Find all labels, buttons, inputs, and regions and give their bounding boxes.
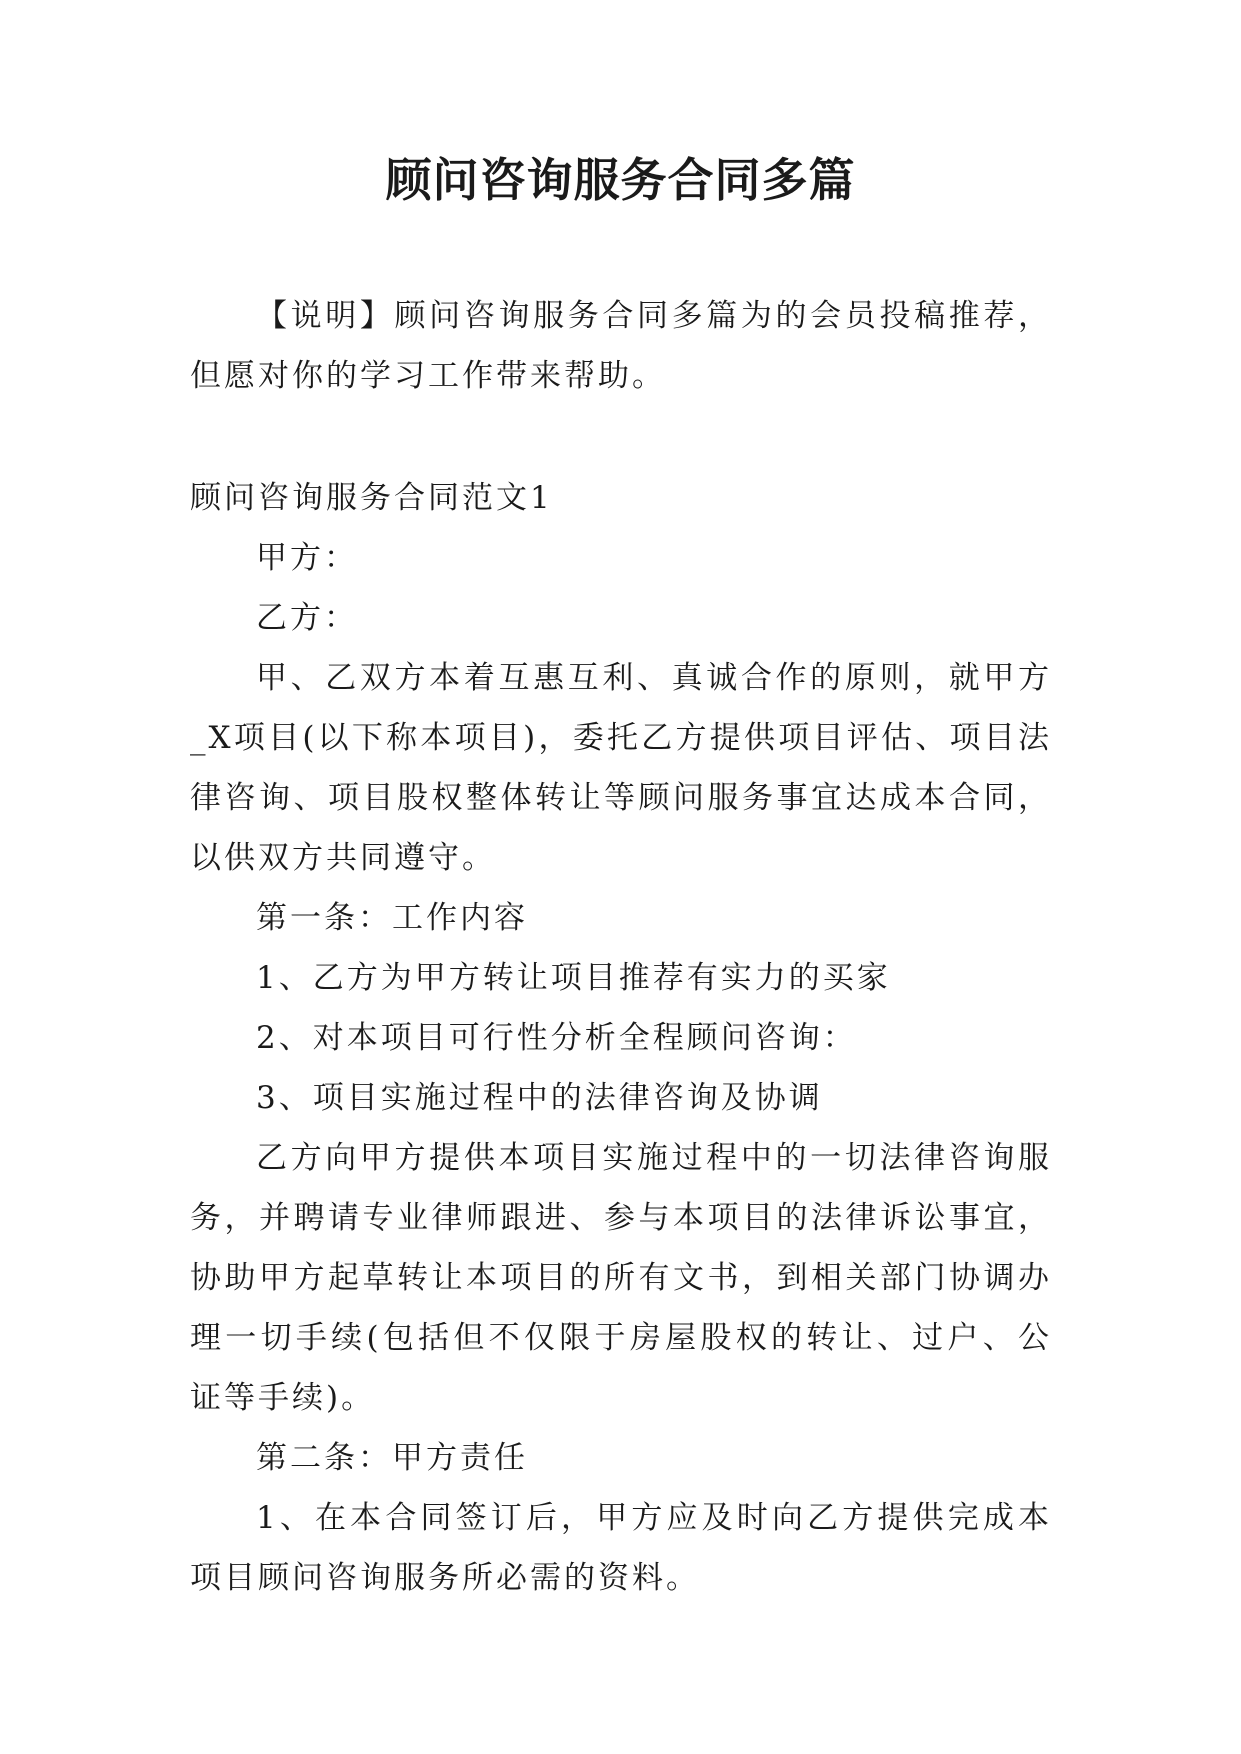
- article-2-title: 第二条：甲方责任: [256, 1440, 528, 1476]
- article-1-title: 第一条：工作内容: [256, 900, 528, 936]
- document-title: 顾问咨询服务合同多篇: [385, 153, 856, 207]
- article-2-item-1: 1、在本合同签订后，甲方应及时向乙方提供完成本项目顾问咨询服务所必需的资料。: [190, 1500, 1052, 1596]
- article-1-item-3: 3、项目实施过程中的法律咨询及协调: [256, 1080, 823, 1116]
- document-body: [190, 286, 1052, 1608]
- article-1-item-2: 2、对本项目可行性分析全程顾问咨询：: [256, 1020, 857, 1056]
- section-heading: 顾问咨询服务合同范文1: [190, 480, 553, 516]
- note-paragraph: 【说明】顾问咨询服务合同多篇为的会员投稿推荐，但愿对你的学习工作带来帮助。: [190, 298, 1052, 394]
- party-b-line: 乙方：: [256, 600, 358, 636]
- article-1-detail: 乙方向甲方提供本项目实施过程中的一切法律咨询服务，并聘请专业律师跟进、参与本项目的法律诉讼事宜，协助甲方起草转让本项目的所有文书，到相关部门协调办理一切手续(包括但不仅限于房屋股权的转让、过户、公证等手续)。: [190, 1140, 1052, 1416]
- preamble-paragraph: 甲、乙双方本着互惠互利、真诚合作的原则，就甲方_X项目(以下称本项目)，委托乙方提供项目评估、项目法律咨询、项目股权整体转让等顾问服务事宜达成本合同，以供双方共同遵守。: [190, 660, 1052, 876]
- article-1-item-1: 1、乙方为甲方转让项目推荐有实力的买家: [256, 960, 891, 996]
- party-a-line: 甲方：: [256, 540, 358, 576]
